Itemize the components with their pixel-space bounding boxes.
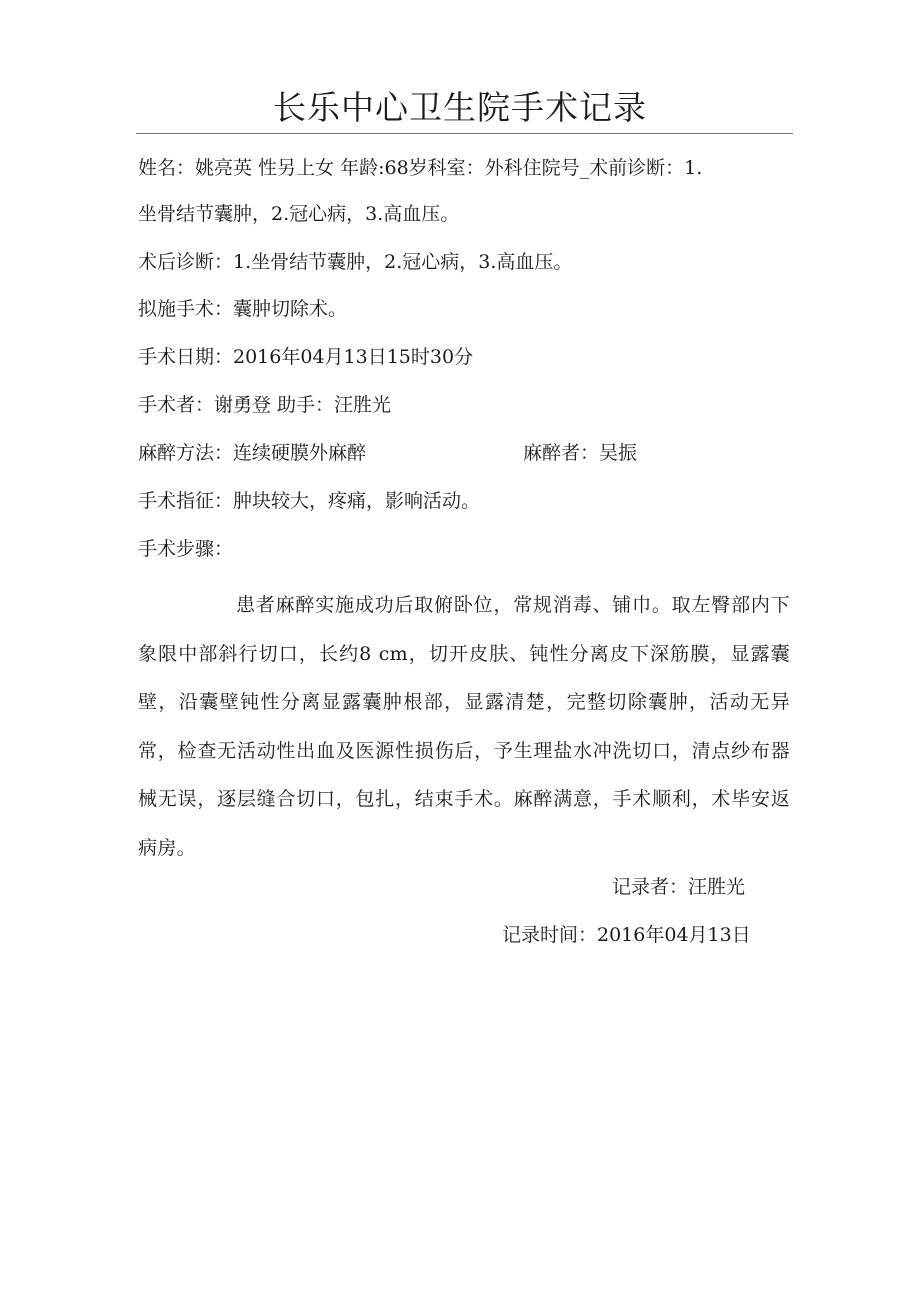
surgery-steps-paragraph: 患者麻醉实施成功后取俯卧位，常规消毒、铺巾。取左臀部内下象限中部斜行切口，长约8 cm，切开皮肤、钝性分离皮下深筋膜，显露囊壁，沿囊壁钝性分离显露囊肿根部，显露清楚，完整切除囊肿，活动无异常，检查无活动性出血及医源性损伤后，予生理盐水冲洗切口，清点纱布器械无误，逐层缝合切口，包扎，结束手术。麻醉满意，手术顺利，术毕安返病房。 [138, 594, 790, 859]
postop-diagnosis: 术后诊断：1.坐骨结节囊肿，2.冠心病，3.高血压。 [138, 251, 573, 273]
anesthetist: 麻醉者：吴振 [523, 442, 638, 464]
recorder: 记录者：汪胜光 [612, 876, 746, 898]
planned-surgery: 拟施手术：囊肿切除术。 [138, 298, 348, 320]
document-title: 长乐中心卫生院手术记录 [273, 88, 647, 127]
steps-label: 手术步骤： [138, 538, 234, 560]
patient-info-line-2: 坐骨结节囊肿，2.冠心病，3.高血压。 [138, 203, 460, 225]
surgery-date: 手术日期：2016年04月13日15时30分 [138, 346, 474, 368]
anesthesia-method: 麻醉方法：连续硬膜外麻醉 [138, 442, 367, 464]
title-divider [136, 133, 793, 134]
record-time: 记录时间：2016年04月13日 [502, 924, 751, 946]
patient-info-line-1: 姓名：姚亮英 性另上女 年龄:68岁科室：外科住院号_术前诊断：1. [138, 157, 703, 179]
surgery-indication: 手术指征：肿块较大，疼痛，影响活动。 [138, 490, 481, 512]
surgeons: 手术者：谢勇登 助手：汪胜光 [138, 394, 392, 416]
